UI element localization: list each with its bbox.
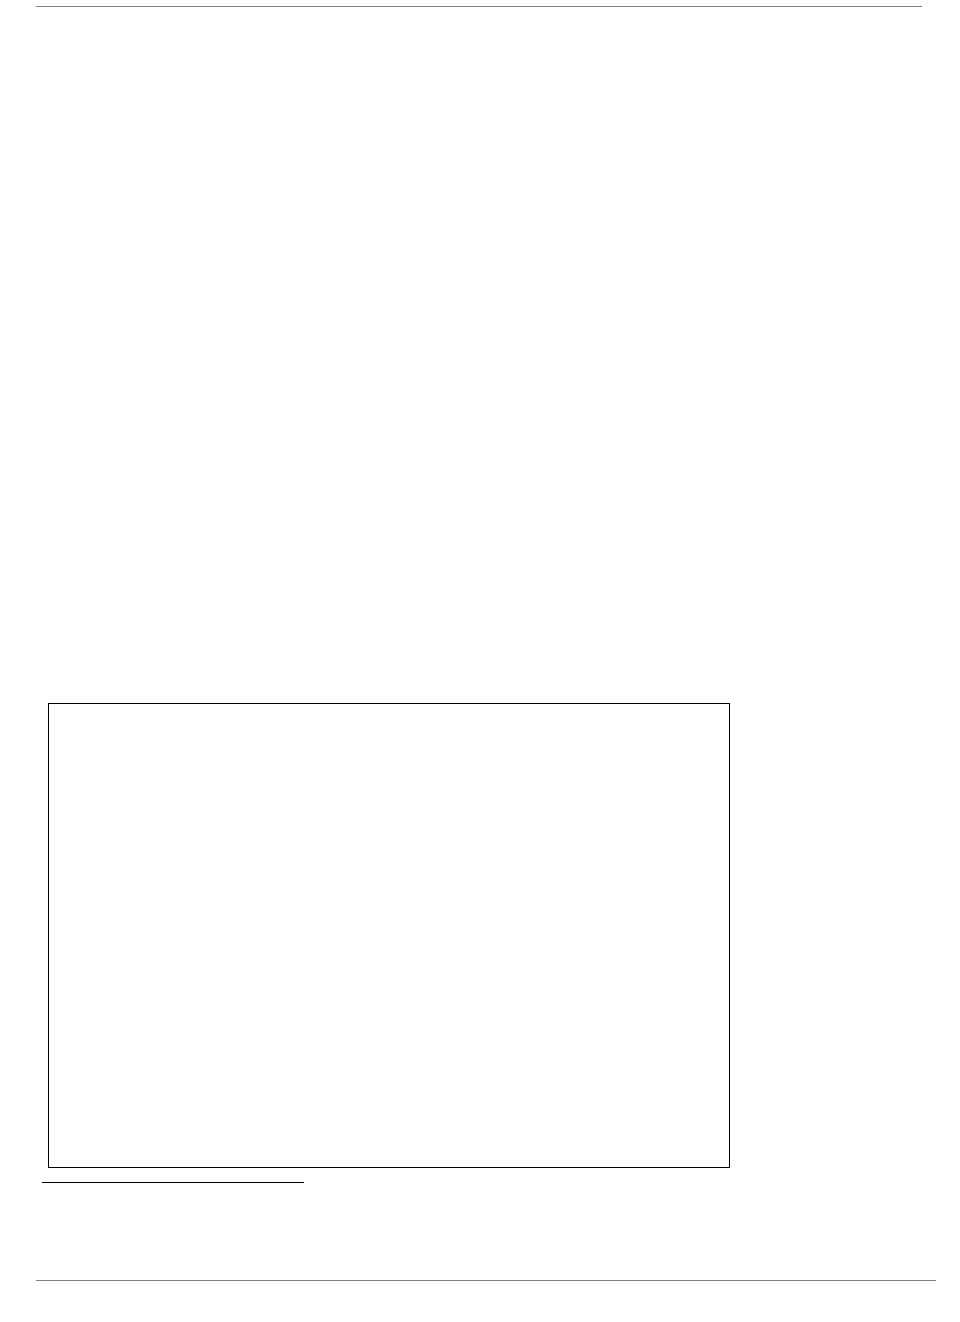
top-rule bbox=[36, 6, 922, 7]
footer-rule bbox=[36, 1280, 936, 1281]
footnote-rule bbox=[42, 1182, 304, 1183]
bar-chart bbox=[49, 704, 729, 1167]
chart-frame bbox=[48, 703, 730, 1168]
section-heading bbox=[42, 100, 112, 127]
chapter-heading bbox=[42, 26, 88, 57]
